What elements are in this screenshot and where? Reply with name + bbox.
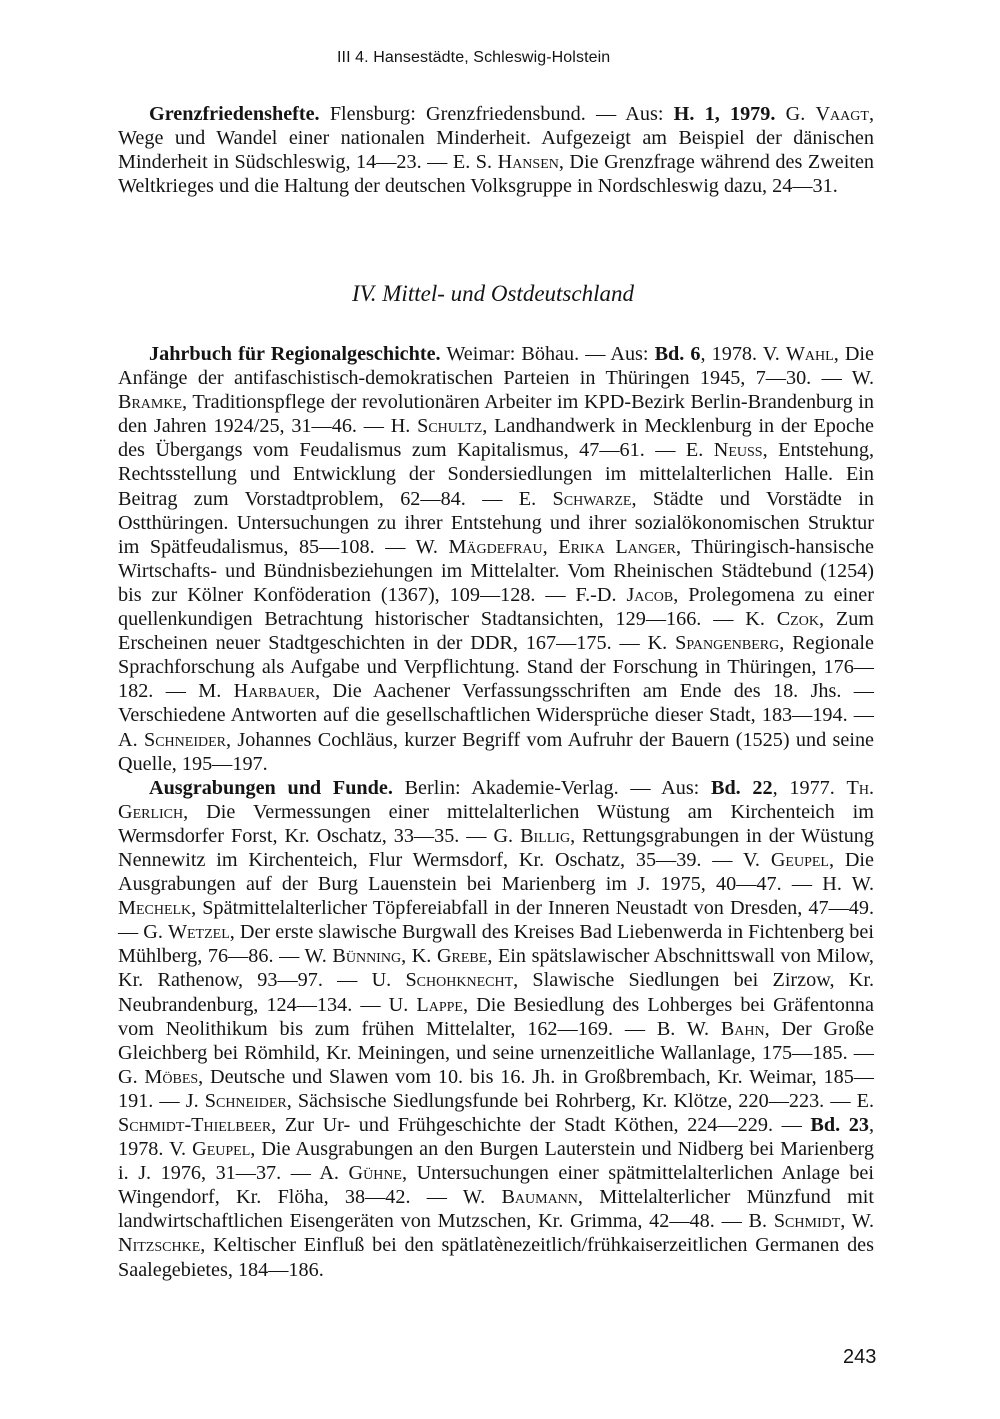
entry-text: , <box>542 535 559 558</box>
author-name: Vaagt <box>815 103 869 125</box>
author-name: Th. Gerlich <box>118 776 874 823</box>
author-name: Bünning <box>332 945 402 968</box>
author-name: Mägdefrau <box>448 535 543 558</box>
author-name: Spangenberg <box>675 632 780 655</box>
entry-text: , Die Besiedlung des Lohberges bei Gräfentonna vom Neolithikum bis zum frühen Mittelalter, 162—169. — B. W. <box>118 993 874 1040</box>
author-name: Wetzel <box>167 921 230 944</box>
author-name: Hansen <box>497 151 559 174</box>
entry-text: , Die Anfänge der antifaschistisch-demokratischen Parteien in Thüringen 1945, 7—30. — W. <box>118 343 874 390</box>
author-name: Schneider <box>204 1089 287 1112</box>
author-name: Billig <box>520 824 571 847</box>
entry-text: , Rettungsgrabungen in der Wüstung Nennewitz im Kirchenteich, Flur Wermsdorf, Kr. Oschatz, 35—39. — V. <box>118 824 874 871</box>
entry-title-text: Bd. 23 <box>810 1114 869 1136</box>
entry-text: , Die Vermessungen einer mittelalterlichen Wüstung am Kirchenteich im Wermsdorfer Forst, Kr. Oschatz, 33—35. — G. <box>118 800 874 847</box>
entry-text: G. <box>775 103 816 125</box>
entry-text: , Die Ausgrabungen auf der Burg Lauenstein bei Marienberg im J. 1975, 40—47. — H. W. <box>118 848 875 896</box>
entry-text: , Traditionspflege der revolutionären Arbeiter im KPD-Bezirk Berlin-Brandenburg in den Jahren 1924/25, 31—46. — H. <box>118 391 874 438</box>
author-name: Mechelk <box>118 897 192 920</box>
author-name: Geupel <box>192 1138 251 1161</box>
author-name: Lappe <box>416 993 463 1016</box>
author-name: Bramke <box>118 391 183 414</box>
author-name: Neuss <box>713 439 763 462</box>
entry-text: , 1978. V. <box>700 343 786 365</box>
entry-text: , Die Grenzfrage während des Zweiten Weltkrieges und die Haltung der deutschen Volksgruppe in Nordschleswig dazu, 24—31. <box>118 151 875 198</box>
author-name: Harbauer <box>233 680 316 703</box>
section-heading <box>0 279 1000 309</box>
entry-title-text: H. 1, 1979. <box>673 103 776 125</box>
section-heading-text: IV. Mittel- und Ostdeutschland <box>352 281 634 306</box>
author-name: Schwarze <box>552 487 632 510</box>
entry-text: , Zur Ur- und Frühgeschichte der Stadt Köthen, 224—229. — <box>271 1114 811 1136</box>
entry-text: , Wege und Wandel einer nationalen Minderheit. Aufgezeigt am Beispiel der dänischen Minderheit in Südschleswig, 14—23. — E. S. <box>118 103 874 174</box>
entry-text: Weimar: Böhau. — Aus: <box>440 343 655 365</box>
author-name: Erika Langer <box>558 535 676 558</box>
author-name: Wahl <box>785 343 834 365</box>
entry-block-grenzfriedenshefte <box>118 102 874 198</box>
author-name: Schmidt-Thielbeer <box>118 1114 272 1136</box>
entry-text: , Untersuchungen einer spätmittelalterlichen Anlage bei Wingendorf, Kr. Flöha, 38—42. — W. <box>118 1162 875 1209</box>
bibliography-entry <box>118 776 874 1282</box>
entry-block-main <box>118 342 874 1282</box>
entry-text: , Städte und Vorstädte in Ostthüringen. Untersuchungen zu ihrer Entstehung und ihrer sozialökonomischen Struktur im Spätfeudalismus, 85—108. — W. <box>118 487 874 558</box>
entry-text: , W. <box>840 1210 874 1233</box>
author-name: Schohknecht <box>405 969 514 992</box>
entry-text: , Johannes Cochläus, kurzer Begriff vom Aufruhr der Bauern (1525) und seine Quelle, 195—197. <box>118 728 874 775</box>
author-name: Jacob <box>626 583 674 606</box>
entry-text: , Keltischer Einfluß bei den spätlatènezeitlich/frühkaiserzeitlichen Germanen des Saalegebietes, 184—186. <box>118 1234 874 1281</box>
entry-text: Flensburg: Grenzfriedensbund. — Aus: <box>319 103 674 125</box>
entry-text: , Der erste slawische Burgwall des Kreises Bad Liebenwerda in Fichtenberg bei Mühlberg, 76—86. — W. <box>118 921 874 968</box>
entry-text: , Spätmittelalterlicher Töpfereiabfall in der Inneren Neustadt von Dresden, 47—49. — G. <box>118 897 874 944</box>
author-name: Baumann <box>501 1186 578 1209</box>
entry-text: , Zum Erscheinen neuer Stadtgeschichten in der DDR, 167—175. — K. <box>118 608 874 655</box>
entry-title-text: Bd. 22 <box>710 776 773 799</box>
entry-text: , Die Aachener Verfassungsschriften am Ende des 18. Jhs. — Verschiedene Antworten auf die gesellschaftlichen Widersprüche dieser Stadt, 183—194. — A. <box>118 680 874 751</box>
entry-text: , Entstehung, Rechtsstellung und Entwicklung der Sondersiedlungen im mittelalterlichen Halle. Ein Beitrag zum Vorstadtproblem, 62—84. — E. <box>118 439 874 510</box>
author-name: Schmidt <box>773 1210 841 1233</box>
author-name: Geupel <box>770 848 829 871</box>
author-name: Schultz <box>417 415 483 438</box>
author-name: Bahn <box>720 1017 765 1040</box>
author-name: Grebe <box>436 945 488 968</box>
bibliography-entry <box>118 102 874 198</box>
entry-title-text: Bd. 6 <box>654 343 701 365</box>
entry-text: , Deutsche und Slawen vom 10. bis 16. Jh. in Großbrembach, Kr. Weimar, 185—191. — J. <box>118 1065 874 1112</box>
entry-text: , 1978. V. <box>118 1114 874 1161</box>
entry-text: , Slawische Siedlungen bei Zirzow, Kr. Neubrandenburg, 124—134. — U. <box>118 969 874 1016</box>
author-name: Czok <box>776 608 819 631</box>
entry-text: , Mittelalterlicher Münzfund mit landwirtschaftlichen Eisengeräten von Mutzschen, Kr. Grimma, 42—48. — B. <box>118 1186 874 1233</box>
entry-title-text: Jahrbuch für Regionalgeschichte. <box>149 343 441 365</box>
entry-text: , Regionale Sprachforschung als Aufgabe und Verpflichtung. Stand der Forschung in Thüringen, 176—182. — M. <box>118 632 874 703</box>
entry-text: , K. <box>401 945 437 968</box>
entry-text: , Sächsische Siedlungsfunde bei Rohrberg, Kr. Klötze, 220—223. — E. <box>286 1089 874 1112</box>
running-head: III 4. Hansestädte, Schleswig-Holstein <box>337 49 611 66</box>
entry-text: , Ein spätslawischer Abschnittswall von Milow, Kr. Rathenow, 93—97. — U. <box>118 945 874 992</box>
entry-text: , Thüringisch-hansische Wirtschafts- und Bündnisbeziehungen im Mittelalter. Vom Rheinischen Städtebund (1254) bis zur Kölner Konföderation (1367), 109—128. — F.-D. <box>118 535 874 606</box>
author-name: Gühne <box>348 1162 402 1185</box>
author-name: Schneider <box>143 728 226 751</box>
author-name: Nitzschke <box>118 1234 201 1257</box>
author-name: Möbes <box>144 1065 199 1088</box>
bibliography-entry <box>118 342 874 776</box>
entry-title-text: Ausgrabungen und Funde. <box>149 776 393 799</box>
entry-text: , 1977. <box>772 776 847 799</box>
entry-text: , Die Ausgrabungen an den Burgen Lauterstein und Nidberg bei Marienberg i. J. 1976, 31—37. — A. <box>118 1138 874 1185</box>
entry-text: , Der Große Gleichberg bei Römhild, Kr. Meiningen, und seine urnenzeitliche Wallanlage, 175—185. — G. <box>118 1017 874 1088</box>
entry-text: Berlin: Akademie-Verlag. — Aus: <box>392 776 711 799</box>
page-number: 243 <box>843 1346 877 1368</box>
entry-text: , Landhandwerk in Mecklenburg in der Epoche des Übergangs vom Feudalismus zum Kapitalismus, 47—61. — E. <box>118 415 874 462</box>
entry-text: , Prolegomena zu einer quellenkundigen Betrachtung historischer Stadtansichten, 129—166. — K. <box>118 583 874 631</box>
entry-title-text: Grenzfriedenshefte. <box>149 103 320 125</box>
